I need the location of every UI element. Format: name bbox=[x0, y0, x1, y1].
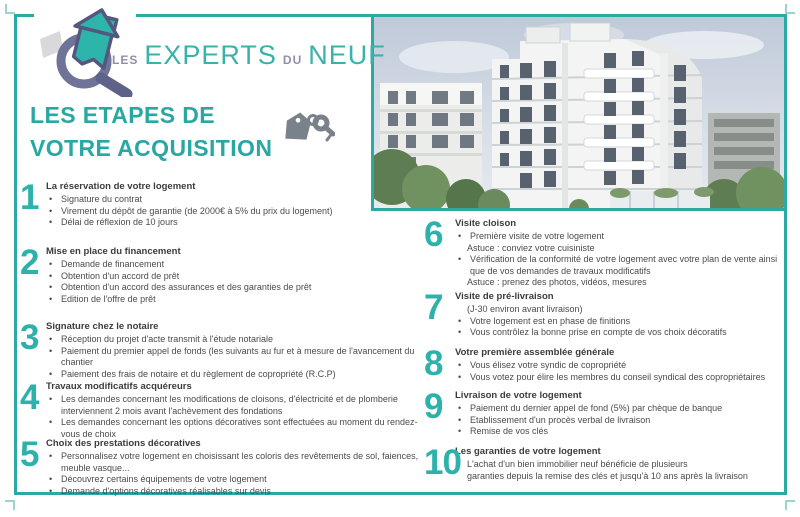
step-bullet-item bbox=[46, 346, 428, 369]
step-6 bbox=[424, 215, 786, 289]
bullet-icon: • bbox=[458, 426, 462, 437]
crop-mark-bottom-left bbox=[5, 500, 15, 510]
step-bullet-item bbox=[46, 282, 428, 294]
step-bullet-item bbox=[455, 403, 786, 415]
step-bullet-item bbox=[46, 417, 428, 440]
step-bullet-item bbox=[455, 415, 786, 427]
bullet-icon: • bbox=[49, 417, 53, 428]
step-item-text: Obtention d'un accord des assurances et des garanties de prêt bbox=[61, 282, 312, 293]
step-number: 9 bbox=[424, 387, 443, 426]
step-10 bbox=[424, 443, 786, 482]
bullet-icon: • bbox=[458, 231, 462, 241]
step-item-text: L'achat d'un bien immobilier neuf bénéficie de plusieurs bbox=[467, 459, 688, 469]
step-item-text: (J-30 environ avant livraison) bbox=[467, 304, 583, 314]
step-item-text: Etablissement d'un procès verbal de livraison bbox=[470, 414, 651, 425]
step-2 bbox=[20, 243, 428, 305]
step-item-text: Astuce : conviez votre cuisiniste bbox=[467, 242, 595, 253]
bullet-icon: • bbox=[458, 327, 462, 338]
bullet-icon: • bbox=[458, 403, 462, 413]
step-bullet-item bbox=[46, 217, 428, 229]
house-keys-icon bbox=[283, 108, 335, 155]
step-9 bbox=[424, 387, 786, 438]
step-number: 6 bbox=[424, 215, 443, 254]
step-bullet-item bbox=[46, 369, 428, 381]
step-title: La réservation de votre logement bbox=[46, 181, 196, 192]
step-title: Votre première assemblée générale bbox=[455, 347, 615, 358]
step-item-text: Paiement des frais de notaire et du règlement de copropriété (R.C.P) bbox=[61, 368, 336, 379]
step-bullet-item bbox=[46, 271, 428, 283]
bullet-icon: • bbox=[458, 371, 462, 382]
bullet-icon: • bbox=[458, 315, 462, 326]
step-bullet-item bbox=[455, 360, 786, 372]
step-item-text: Edition de l'offre de prêt bbox=[61, 293, 156, 304]
bullet-icon: • bbox=[49, 194, 53, 204]
step-item-text: Vérification de la conformité de votre logement avec votre plan de vente ainsi que de vos demandes de travaux modificatifs bbox=[470, 254, 778, 276]
step-item-text: Personnalisez votre logement en choisissant les coloris des revêtements de sol, faiences, meuble vasque... bbox=[61, 451, 419, 473]
bullet-icon: • bbox=[49, 474, 53, 485]
step-item-text: Délai de réflexion de 10 jours bbox=[61, 217, 178, 228]
step-bullet-item bbox=[46, 294, 428, 306]
step-item-text: Astuce : prenez des photos, vidéos, mesures bbox=[467, 277, 647, 288]
step-bullet-item bbox=[455, 231, 786, 243]
step-number: 4 bbox=[20, 378, 39, 417]
step-number: 7 bbox=[424, 288, 443, 327]
step-number: 2 bbox=[20, 243, 39, 282]
bullet-icon: • bbox=[49, 259, 53, 269]
step-1 bbox=[20, 178, 428, 229]
step-bullet-item bbox=[455, 327, 786, 339]
step-note-line bbox=[455, 471, 786, 483]
step-title: Visite cloison bbox=[455, 218, 517, 229]
step-title: Choix des prestations décoratives bbox=[46, 438, 201, 449]
new-apartment-building-photo bbox=[374, 17, 784, 208]
step-title: Les garanties de votre logement bbox=[455, 446, 601, 457]
step-note-line bbox=[455, 277, 786, 289]
bullet-icon: • bbox=[49, 451, 53, 461]
bullet-icon: • bbox=[49, 334, 53, 344]
step-title: Signature chez le notaire bbox=[46, 321, 159, 332]
step-note-line bbox=[455, 304, 786, 316]
bullet-icon: • bbox=[49, 485, 53, 496]
brand-word-experts: EXPERTS bbox=[144, 40, 277, 70]
step-7 bbox=[424, 288, 786, 339]
bullet-icon: • bbox=[49, 205, 53, 216]
step-item-text: Découvrez certains équipements de votre logement bbox=[61, 474, 267, 485]
step-number: 5 bbox=[20, 435, 39, 474]
brand-word-neuf: NEUF bbox=[308, 40, 386, 70]
step-item-text: Les demandes concernant les modifications de cloisons, d'électricité et de plomberie interviennent 2 mois avant l'achèvement des fondations bbox=[61, 394, 398, 416]
step-item-text: Première visite de votre logement bbox=[470, 231, 605, 241]
step-item-text: Votre logement est en phase de finitions bbox=[470, 315, 631, 326]
bullet-icon: • bbox=[49, 368, 53, 379]
step-item-text: Vous élisez votre syndic de copropriété bbox=[470, 360, 627, 370]
page-title-line2: VOTRE ACQUISITION bbox=[30, 135, 273, 161]
step-bullet-item bbox=[46, 486, 428, 498]
step-title: Visite de pré-livraison bbox=[455, 291, 554, 302]
brand-wordmark bbox=[112, 40, 386, 71]
bullet-icon: • bbox=[49, 293, 53, 304]
step-bullet-item bbox=[46, 259, 428, 271]
step-title: Travaux modificatifs acquéreurs bbox=[46, 381, 192, 392]
step-bullet-item bbox=[46, 394, 428, 417]
bullet-icon: • bbox=[49, 282, 53, 293]
step-title: Mise en place du financement bbox=[46, 246, 181, 257]
step-number: 8 bbox=[424, 344, 443, 383]
step-8 bbox=[424, 344, 786, 383]
step-note-line bbox=[455, 459, 786, 471]
step-item-text: Paiement du premier appel de fonds (les suivants au fur et à mesure de l'avancement du chantier bbox=[61, 345, 415, 368]
brand-word-du: DU bbox=[282, 53, 303, 67]
step-note-line bbox=[455, 243, 786, 255]
brand-word-les: LES bbox=[112, 53, 139, 67]
step-number: 3 bbox=[20, 318, 39, 357]
step-item-text: Vous votez pour élire les membres du conseil syndical des copropriétaires bbox=[470, 371, 766, 382]
step-5 bbox=[20, 435, 428, 497]
step-item-text: Signature du contrat bbox=[61, 194, 143, 204]
page-title-line1: LES ETAPES DE bbox=[30, 102, 215, 128]
bullet-icon: • bbox=[49, 345, 53, 356]
bullet-icon: • bbox=[458, 414, 462, 425]
step-bullet-item bbox=[46, 451, 428, 474]
crop-mark-top-right bbox=[785, 4, 795, 14]
step-item-text: Demande d'options décoratives réalisables sur devis bbox=[61, 485, 271, 496]
step-item-text: Obtention d'un accord de prêt bbox=[61, 270, 180, 281]
bullet-icon: • bbox=[49, 217, 53, 228]
step-item-text: Réception du projet d'acte transmit à l'étude notariale bbox=[61, 334, 274, 344]
step-4 bbox=[20, 378, 428, 440]
page-title bbox=[30, 99, 272, 165]
step-item-text: garanties depuis la remise des clés et jusqu'à 10 ans après la livraison bbox=[467, 470, 748, 481]
step-3 bbox=[20, 318, 428, 380]
bullet-icon: • bbox=[458, 254, 462, 265]
building-photo bbox=[371, 14, 787, 211]
step-item-text: Demande de financement bbox=[61, 259, 165, 269]
step-bullet-item bbox=[46, 334, 428, 346]
step-number: 1 bbox=[20, 178, 39, 217]
bullet-icon: • bbox=[49, 394, 53, 404]
step-bullet-item bbox=[455, 426, 786, 438]
step-item-text: Virement du dépôt de garantie (de 2000€ à 5% du prix du logement) bbox=[61, 205, 333, 216]
step-item-text: Paiement du dernier appel de fond (5%) par chèque de banque bbox=[470, 403, 723, 413]
crop-mark-bottom-right bbox=[785, 500, 795, 510]
bullet-icon: • bbox=[49, 270, 53, 281]
crop-mark-top-left bbox=[5, 4, 15, 14]
step-title: Livraison de votre logement bbox=[455, 390, 582, 401]
step-item-text: Vous contrôlez la bonne prise en compte de vos choix décoratifs bbox=[470, 327, 727, 338]
step-number: 10 bbox=[424, 443, 461, 482]
step-bullet-item bbox=[46, 474, 428, 486]
step-item-text: Remise de vos clés bbox=[470, 426, 549, 437]
step-bullet-item bbox=[455, 316, 786, 328]
step-bullet-item bbox=[455, 372, 786, 384]
step-bullet-item bbox=[455, 254, 786, 277]
bullet-icon: • bbox=[458, 360, 462, 370]
step-item-text: Les demandes concernant les options décoratives sont effectuées au moment du rendez-vous de choix bbox=[61, 417, 418, 439]
